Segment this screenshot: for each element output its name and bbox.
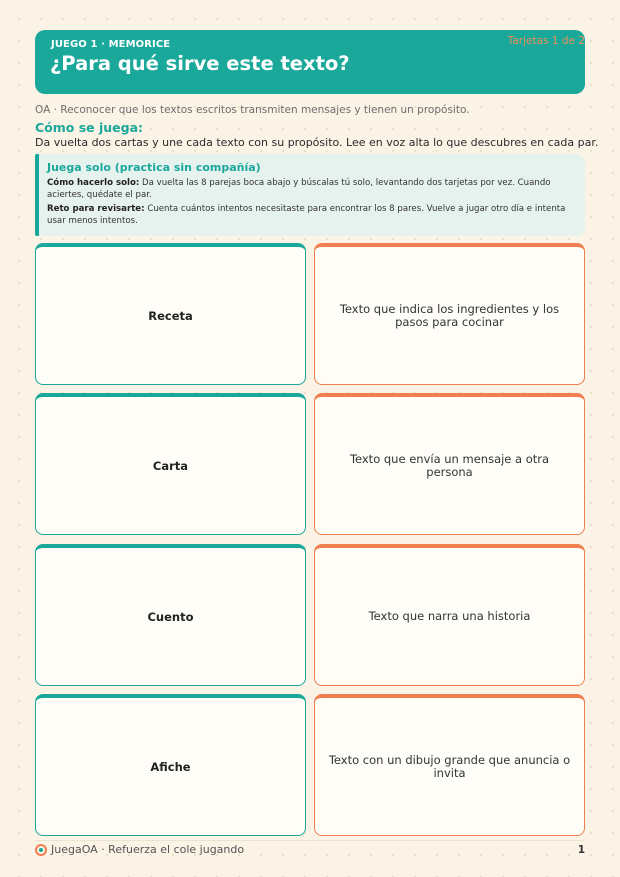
sheet-stamp: Tarjetas 1 de 2: [507, 35, 585, 47]
learning-objective: OA · Reconocer que los textos escritos transmiten mensajes y tienen un propósito.: [35, 104, 470, 116]
card-term-label: Receta: [148, 308, 193, 323]
solo-challenge-text: Cuenta cuántos intentos necesitaste para encontrar los 8 pares. Vuelve a jugar otro día e intenta usar menos intentos.: [47, 204, 566, 226]
card-term-label: Afiche: [150, 759, 191, 774]
card-definition-label: Texto con un dibujo grande que anuncia o invita: [328, 752, 571, 780]
memory-card-term[interactable]: [35, 694, 306, 836]
how-to-play-text: Da vuelta dos cartas y une cada texto con su propósito. Lee en voz alta lo que descubres en cada par.: [35, 136, 599, 149]
card-definition-label: Texto que envía un mensaje a otra persona: [349, 451, 550, 479]
solo-challenge-label: Reto para revisarte:: [47, 204, 145, 214]
footer-divider: [35, 840, 585, 841]
card-term-label: Cuento: [147, 609, 194, 624]
page-number: 1: [577, 844, 585, 856]
solo-challenge-line: [47, 203, 575, 227]
memory-card-definition[interactable]: [314, 393, 585, 535]
how-to-play-title: Cómo se juega:: [35, 120, 144, 135]
card-term-label: Carta: [152, 458, 189, 473]
footer-brand: [35, 843, 244, 856]
page-title: ¿Para qué sirve este texto?: [50, 52, 350, 75]
card-definition-label: Texto que indica los ingredientes y los pasos para cocinar: [339, 301, 560, 329]
memory-card-definition[interactable]: [314, 694, 585, 836]
game-kicker: JUEGO 1 · MEMORICE: [51, 39, 171, 50]
solo-play-box: [35, 154, 585, 236]
memory-card-term[interactable]: [35, 544, 306, 686]
card-definition-label: Texto que narra una historia: [368, 609, 531, 623]
solo-how-label: Cómo hacerlo solo:: [47, 178, 140, 188]
memory-card-definition[interactable]: [314, 544, 585, 686]
memory-card-definition[interactable]: [314, 243, 585, 385]
memory-card-term[interactable]: [35, 393, 306, 535]
solo-how-text: Da vuelta las 8 parejas boca abajo y búscalas tú solo, levantando dos tarjetas por vez. Cuando aciertes, quédate el par.: [47, 178, 551, 200]
memory-card-term[interactable]: [35, 243, 306, 385]
logo-icon: [35, 844, 47, 856]
solo-title: Juega solo (practica sin compañía): [47, 161, 261, 174]
solo-how-line: [47, 177, 575, 201]
footer-brand-text: JuegaOA · Refuerza el cole jugando: [51, 843, 245, 856]
page-header: [35, 30, 585, 94]
